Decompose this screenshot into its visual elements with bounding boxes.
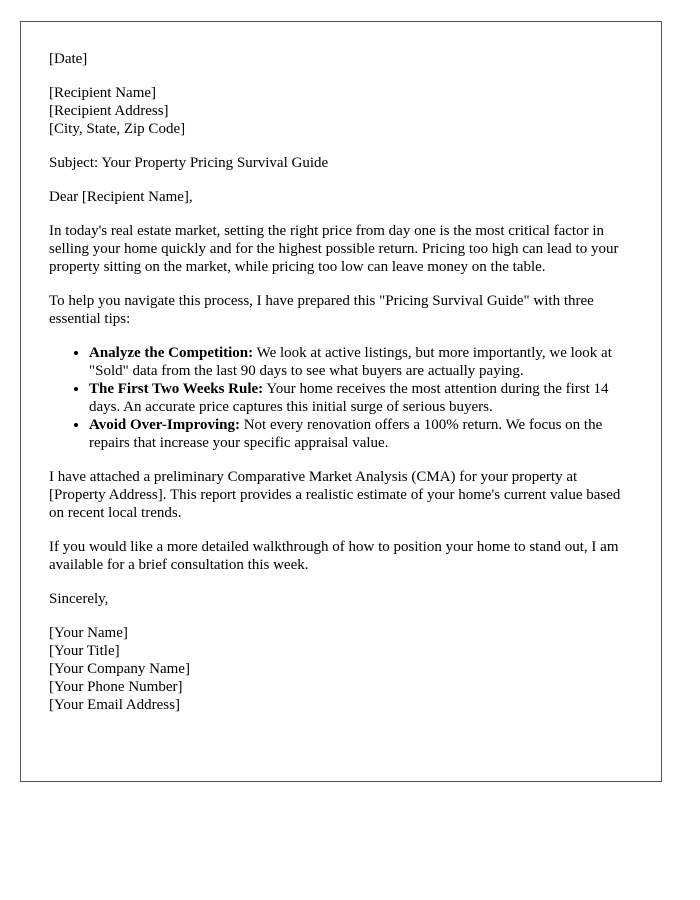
letter-page (20, 21, 662, 782)
signature-phone: [Your Phone Number] (49, 679, 183, 695)
signature-title: [Your Title] (49, 643, 120, 659)
tip-item-competition (89, 344, 633, 380)
tips-list (49, 344, 633, 452)
tip-title: Avoid Over-Improving: (89, 417, 240, 433)
signature-block (49, 624, 633, 714)
letter-salutation: Dear [Recipient Name], (49, 189, 193, 205)
tip-item-over-improving (89, 416, 633, 452)
tip-text: Your home receives the most attention during the first 14 days. An accurate price captures this initial surge of serious buyers. (89, 381, 609, 415)
recipient-city-state-zip: [City, State, Zip Code] (49, 121, 186, 137)
tip-text: Not every renovation offers a 100% return. We focus on the repairs that increase your specific appraisal value. (89, 417, 603, 451)
tip-title: Analyze the Competition: (89, 345, 254, 361)
recipient-block (49, 84, 633, 138)
recipient-address: [Recipient Address] (49, 103, 169, 119)
signature-email: [Your Email Address] (49, 697, 180, 713)
letter-date: [Date] (49, 51, 88, 67)
cma-paragraph: I have attached a preliminary Comparative Market Analysis (CMA) for your property at [Property Address]. This report provides a realistic estimate of your home's current value based on recent local trends. (49, 469, 621, 521)
recipient-name: [Recipient Name] (49, 85, 157, 101)
consultation-paragraph: If you would like a more detailed walkthrough of how to position your home to stand out, I am available for a brief consultation this week. (49, 539, 619, 573)
letter-subject: Subject: Your Property Pricing Survival Guide (49, 155, 329, 171)
signature-name: [Your Name] (49, 625, 128, 641)
signature-company: [Your Company Name] (49, 661, 190, 677)
tips-intro-paragraph: To help you navigate this process, I have prepared this "Pricing Survival Guide" with three essential tips: (49, 293, 594, 327)
tip-text: We look at active listings, but more importantly, we look at "Sold" data from the last 90 days to see what buyers are actually paying. (89, 345, 612, 379)
letter-closing: Sincerely, (49, 591, 109, 607)
tip-item-two-weeks (89, 380, 633, 416)
tip-title: The First Two Weeks Rule: (89, 381, 264, 397)
intro-paragraph: In today's real estate market, setting the right price from day one is the most critical factor in selling your home quickly and for the highest possible return. Pricing too high can lead to your property sitting on the market, while pricing too low can leave money on the table. (49, 223, 619, 275)
